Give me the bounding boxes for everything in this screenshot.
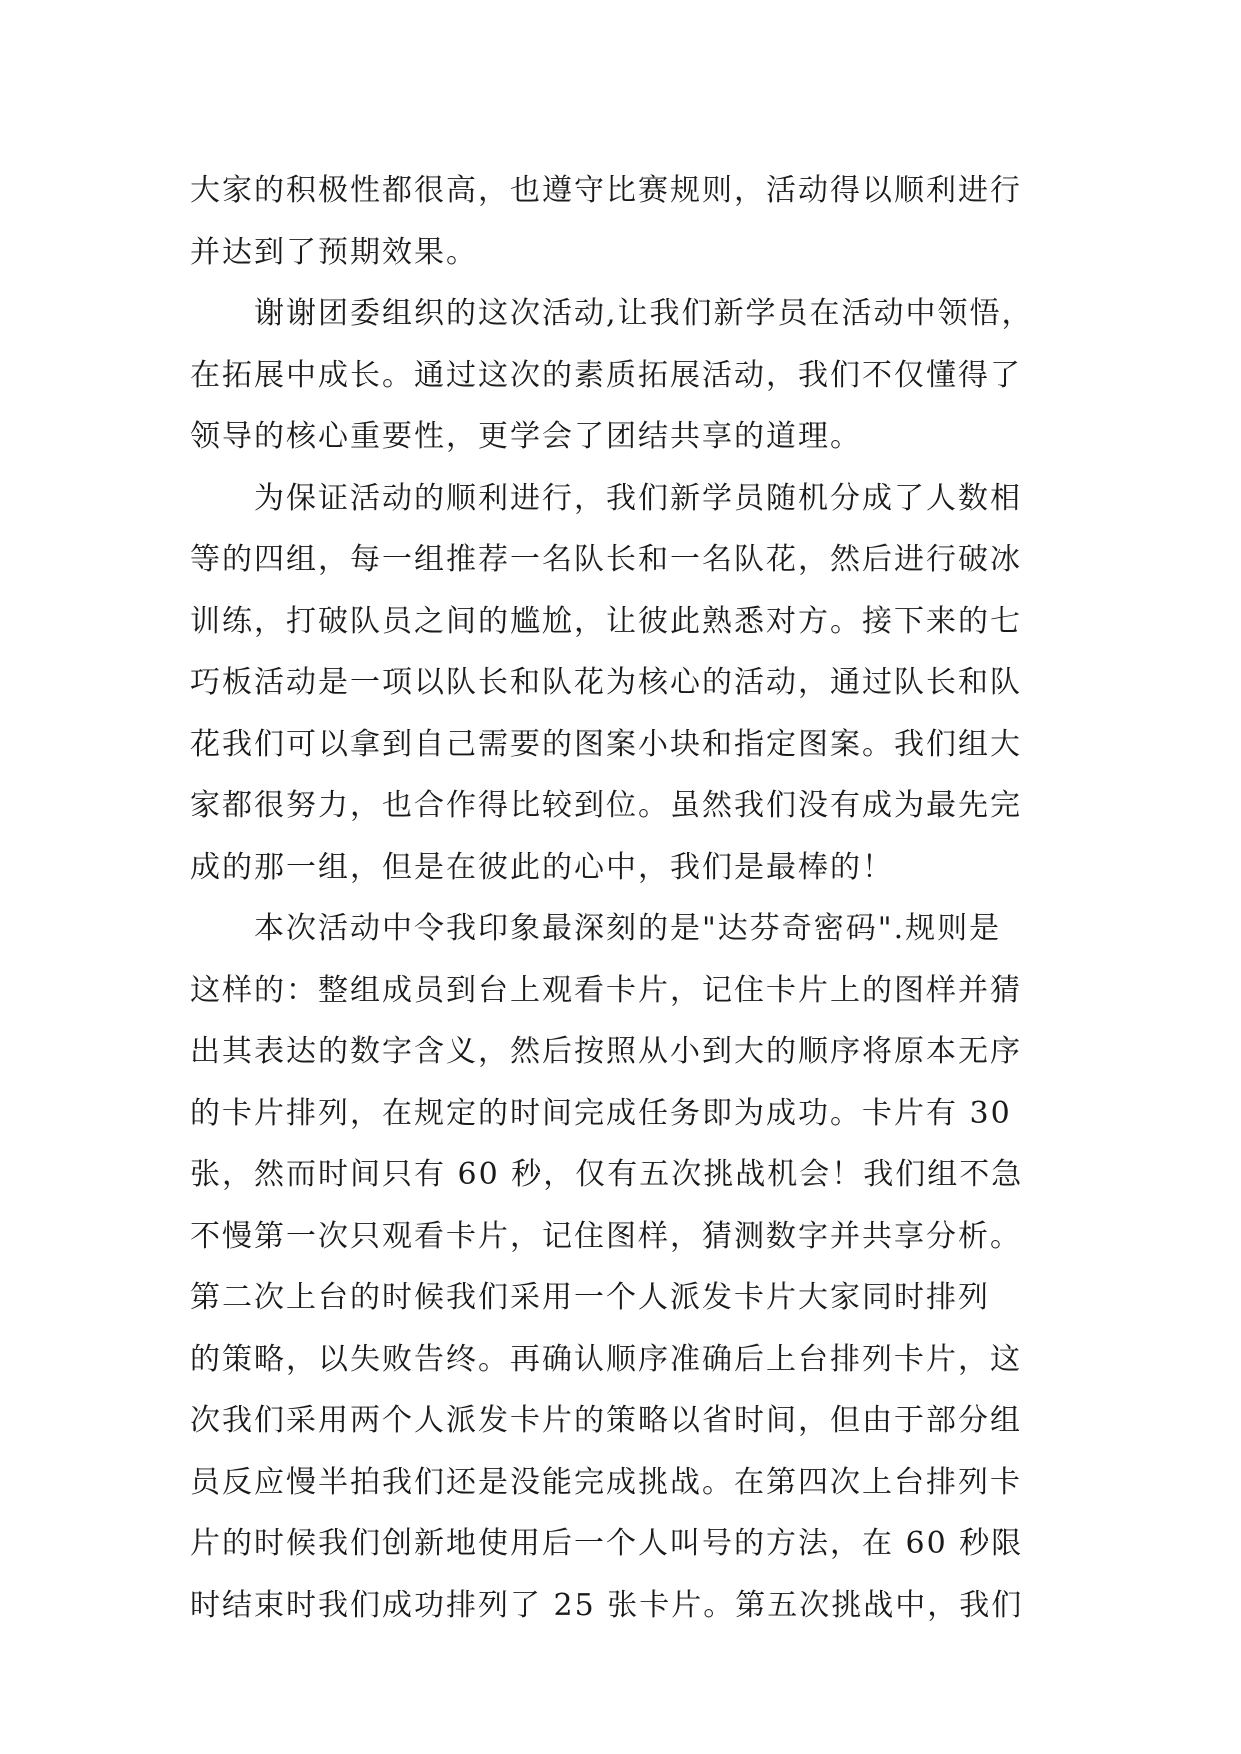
text-line: 的卡片排列，在规定的时间完成任务即为成功。卡片有 30 (190, 1095, 1012, 1131)
text-line: 家都很努力，也合作得比较到位。虽然我们没有成为最先完 (190, 788, 1022, 823)
text-line: 为保证活动的顺利进行，我们新学员随机分成了人数相 (254, 480, 1022, 516)
text-line: 片的时候我们创新地使用后一个人叫号的方法，在 60 秒限 (190, 1526, 1024, 1561)
text-line: 出其表达的数字含义，然后按照从小到大的顺序将原本无序 (190, 1034, 1022, 1069)
text-line: 第二次上台的时候我们采用一个人派发卡片大家同时排列 (190, 1280, 990, 1315)
text-line: 巧板活动是一项以队长和队花为核心的活动，通过队长和队 (190, 665, 1022, 700)
text-line: 这样的：整组成员到台上观看卡片，记住卡片上的图样并猜 (190, 972, 1022, 1008)
text-line: 成的那一组，但是在彼此的心中，我们是最棒的！ (190, 849, 894, 885)
text-line: 的策略，以失败告终。再确认顺序准确后上台排列卡片，这 (190, 1341, 1022, 1377)
text-line: 不慢第一次只观看卡片，记住图样，猜测数字并共享分析。 (190, 1218, 1022, 1254)
text-line: 次我们采用两个人派发卡片的策略以省时间，但由于部分组 (190, 1403, 1022, 1438)
text-line: 训练，打破队员之间的尴尬，让彼此熟悉对方。接下来的七 (190, 603, 1022, 639)
document-body (190, 160, 1070, 1636)
text-line: 张，然而时间只有 60 秒，仅有五次挑战机会！我们组不急 (190, 1157, 1024, 1192)
text-line: 花我们可以拿到自己需要的图案小块和指定图案。我们组大 (190, 726, 1022, 762)
text-line: 大家的积极性都很高，也遵守比赛规则，活动得以顺利进行 (190, 173, 1022, 208)
text-line: 谢谢团委组织的这次活动,让我们新学员在活动中领悟， (254, 296, 1034, 331)
text-line: 时结束时我们成功排列了 25 张卡片。第五次挑战中，我们 (190, 1587, 1024, 1623)
text-line: 在拓展中成长。通过这次的素质拓展活动，我们不仅懂得了 (190, 357, 1022, 393)
text-line: 等的四组，每一组推荐一名队长和一名队花，然后进行破冰 (190, 542, 1022, 577)
text-line: 本次活动中令我印象最深刻的是"达芬奇密码".规则是 (254, 911, 1002, 946)
text-line: 并达到了预期效果。 (190, 234, 478, 270)
text-line: 员反应慢半拍我们还是没能完成挑战。在第四次上台排列卡 (190, 1464, 1022, 1500)
text-line: 领导的核心重要性，更学会了团结共享的道理。 (190, 419, 862, 454)
